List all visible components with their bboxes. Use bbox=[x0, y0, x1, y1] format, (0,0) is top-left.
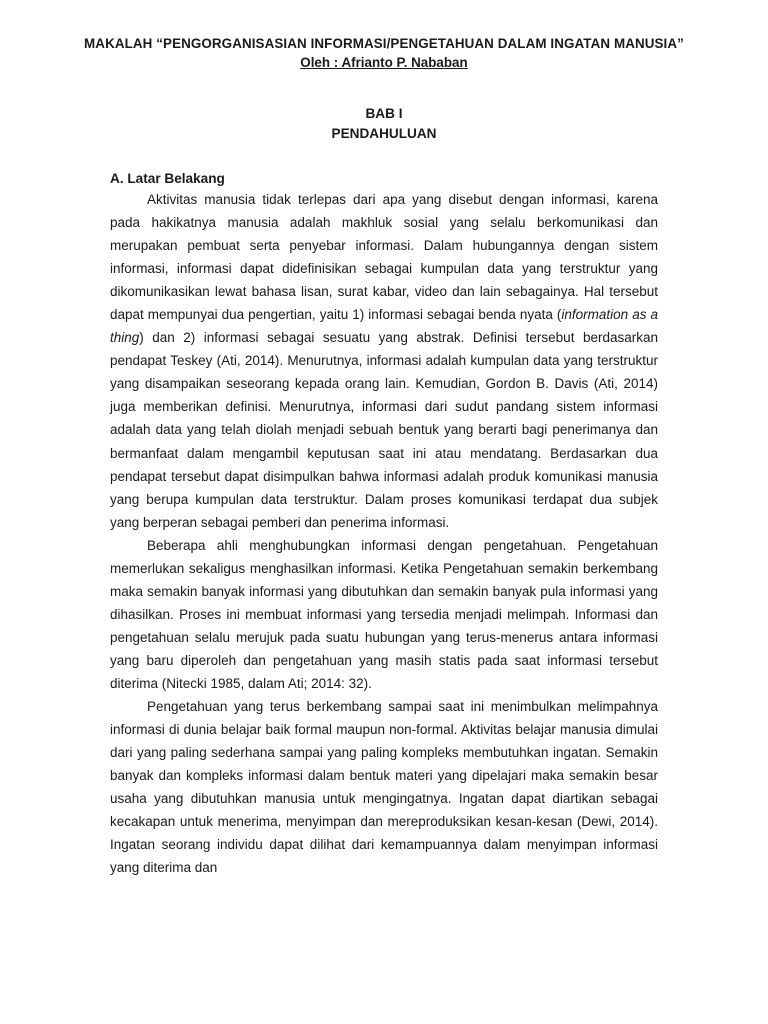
paragraph-2: Beberapa ahli menghubungkan informasi dengan pengetahuan. Pengetahuan memerlukan sekaligus menghasilkan informasi. Ketika Pengetahuan semakin berkembang maka semakin banyak informasi yang dibutuhkan dan semakin banyak pula informasi yang dihasilkan. Proses ini membuat informasi yang tersedia menjadi melimpah. Informasi dan pengetahuan selalu merujuk pada suatu hubungan yang terus-menerus antara informasi yang baru diperoleh dan pengetahuan yang masih statis pada saat informasi tersebut diterima (Nitecki 1985, dalam Ati; 2014: 32). bbox=[110, 537, 658, 691]
paragraph-1-part2: ) dan 2) informasi sebagai sesuatu yang abstrak. Definisi tersebut berdasarkan pendapat Teskey (Ati, 2014). Menurutnya, informasi adalah kumpulan data yang terstruktur yang disampaikan seseorang kepada orang lain. Kemudian, Gordon B. Davis (Ati, 2014) juga memberikan definisi. Menurutnya, informasi dari sudut pandang sistem informasi adalah data yang telah diolah menjadi sebuah bentuk yang berarti bagi penerimanya dan bermanfaat dalam mengambil keputusan saat ini atau mendatang. Berdasarkan dua pendapat tersebut dapat disimpulkan bahwa informasi adalah produk komunikasi manusia yang berupa kumpulan data terstruktur. Dalam proses komunikasi terdapat dua subjek yang berperan sebagai pemberi dan penerima informasi. bbox=[110, 330, 658, 530]
author-text: Oleh : Afrianto P. Nababan bbox=[300, 55, 468, 70]
chapter-number: BAB I bbox=[365, 106, 403, 121]
section-heading: A. Latar Belakang bbox=[110, 171, 225, 186]
paragraph-1-italic-phrase: information as a thing bbox=[110, 307, 658, 346]
paragraph-3: Pengetahuan yang terus berkembang sampai saat ini menimbulkan melimpahnya informasi di dunia belajar baik formal maupun non-formal. Aktivitas belajar manusia dimulai dari yang paling sederhana sampai yang paling kompleks membutuhkan ingatan. Semakin banyak dan kompleks informasi dalam bentuk materi yang dipelajari maka semakin besar usaha yang dibutuhkan manusia untuk mengingatnya. Ingatan dapat diartikan sebagai kecakapan untuk menerima, menyimpan dan mereproduksikan kesan-kesan (Dewi, 2014). Ingatan seorang individu dapat dilihat dari kemampuannya dalam menyimpan informasi yang diterima dan bbox=[110, 699, 658, 876]
paragraph-1-part1: Aktivitas manusia tidak terlepas dari apa yang disebut dengan informasi, karena pada hakikatnya manusia adalah makhluk sosial yang selalu berkomunikasi dan merupakan pembuat serta penyebar informasi. Dalam hubungannya dengan sistem informasi, informasi dapat didefinisikan sebagai kumpulan data yang terstruktur yang dikomunikasikan lewat bahasa lisan, surat kabar, video dan lain sebagainya. Hal tersebut dapat mempunyai dua pengertian, yaitu 1) informasi sebagai benda nyata ( bbox=[110, 192, 658, 323]
paragraph-1 bbox=[110, 188, 658, 534]
chapter-title: PENDAHULUAN bbox=[331, 126, 437, 141]
document-author-line bbox=[0, 55, 768, 70]
body-text bbox=[110, 188, 658, 879]
document-title: MAKALAH “PENGORGANISASIAN INFORMASI/PENGETAHUAN DALAM INGATAN MANUSIA” bbox=[84, 36, 684, 51]
